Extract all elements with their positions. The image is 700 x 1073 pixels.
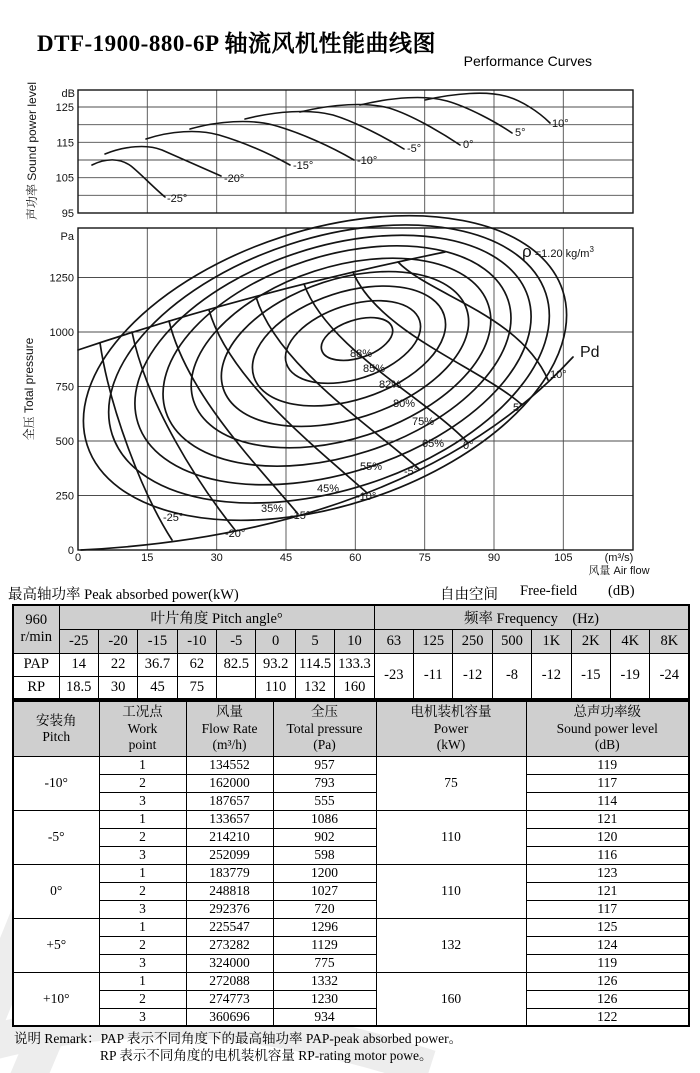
free-field-label-cn: 自由空间 — [440, 587, 498, 603]
sound-curve — [92, 160, 165, 197]
pap-value-cell: 82.5 — [217, 653, 256, 676]
pitch-curve-label: -25° — [163, 512, 184, 524]
rp-value-cell: 30 — [98, 676, 137, 699]
header-line: 电机装机容量 — [410, 704, 492, 720]
performance-table — [12, 700, 690, 1027]
freq-correction-cell: -12 — [453, 653, 492, 699]
header-line: 全压 — [311, 704, 338, 720]
flow-cell: 252099 — [186, 846, 273, 864]
pap-value-cell: 14 — [59, 653, 98, 676]
flow-cell: 187657 — [186, 792, 273, 810]
row-label-cell: RP — [13, 676, 59, 699]
flow-cell: 324000 — [186, 954, 273, 972]
sound-cell: 120 — [526, 828, 689, 846]
pitch-angle-cell: 5 — [295, 629, 334, 653]
sound-cell: 117 — [526, 900, 689, 918]
efficiency-label: 80% — [393, 398, 416, 410]
power-noise-table — [12, 604, 690, 700]
workpoint-cell: 3 — [99, 1008, 186, 1026]
pitch-angle-cell: 10 — [335, 629, 374, 653]
sound-cell: 122 — [526, 1008, 689, 1026]
sound-curve-label: -25° — [167, 193, 188, 205]
table-row — [13, 810, 689, 828]
y-axis-title: 声功率 Sound power level — [25, 81, 39, 221]
pressure-cell: 1332 — [273, 972, 376, 990]
flow-cell: 292376 — [186, 900, 273, 918]
pressure-chart — [21, 159, 650, 577]
pap-value-cell: 36.7 — [138, 653, 177, 676]
sound-cell: 124 — [526, 936, 689, 954]
pressure-cell: 902 — [273, 828, 376, 846]
pap-value-cell: 114.5 — [295, 653, 334, 676]
efficiency-label: 65% — [422, 438, 445, 450]
efficiency-label: 85% — [363, 363, 386, 375]
rp-value-cell: 160 — [335, 676, 374, 699]
flow-cell: 248818 — [186, 882, 273, 900]
remark-line-2: RP 表示不同角度的电机装机容量 RP-rating motor powe。 — [100, 1047, 433, 1063]
table-row — [13, 900, 689, 918]
pressure-cell: 555 — [273, 792, 376, 810]
sound-curve-label: -5° — [407, 143, 422, 155]
power-cell: 110 — [376, 864, 526, 918]
efficiency-contour — [135, 205, 539, 506]
pressure-cell: 1296 — [273, 918, 376, 936]
pressure-cell: 1230 — [273, 990, 376, 1008]
table-row — [13, 629, 689, 653]
sound-curve-label: 0° — [463, 139, 474, 151]
y-tick-label: 250 — [55, 490, 74, 503]
pd-label: Pd — [580, 344, 600, 361]
freq-band-cell: 1K — [532, 629, 571, 653]
efficiency-label: 88% — [350, 348, 373, 360]
y-tick-label: 105 — [55, 172, 74, 185]
efficiency-label: 35% — [261, 503, 284, 515]
pitch-cell: -5° — [13, 810, 99, 864]
pitch-cell: +5° — [13, 918, 99, 972]
column-header — [99, 701, 186, 756]
table-row — [13, 846, 689, 864]
header-line: 风量 — [216, 704, 243, 720]
sound-curve — [245, 112, 404, 149]
pressure-cell: 775 — [273, 954, 376, 972]
flow-cell: 225547 — [186, 918, 273, 936]
column-header — [13, 701, 99, 756]
efficiency-label: 55% — [360, 461, 383, 473]
header-line: Pitch — [42, 728, 71, 744]
rp-value-cell: 132 — [295, 676, 334, 699]
pap-value-cell: 133.3 — [335, 653, 374, 676]
y-tick-label: 750 — [55, 381, 74, 394]
free-field-unit-label: (dB) — [608, 583, 635, 599]
page-title: DTF-1900-880-6P 轴流风机性能曲线图 — [37, 31, 437, 57]
pitch-angle-cell: -20 — [98, 629, 137, 653]
flow-cell: 183779 — [186, 864, 273, 882]
pitch-angle-header: 叶片角度 Pitch angle° — [59, 605, 374, 629]
density-annotation — [522, 242, 594, 261]
pitch-curve — [209, 310, 366, 492]
x-tick-label: 15 — [141, 552, 154, 564]
workpoint-cell: 3 — [99, 954, 186, 972]
freq-correction-cell: -12 — [532, 653, 571, 699]
efficiency-contour — [45, 159, 606, 576]
table-head — [13, 701, 689, 756]
table-row — [13, 756, 689, 774]
rp-value-cell: 45 — [138, 676, 177, 699]
pressure-cell: 720 — [273, 900, 376, 918]
x-tick-label: 75 — [418, 552, 431, 564]
freq-band-cell: 2K — [571, 629, 610, 653]
workpoint-cell: 3 — [99, 900, 186, 918]
speed-value: 960 — [25, 612, 48, 629]
x-tick-label: 30 — [210, 552, 223, 564]
freq-band-cell: 63 — [374, 629, 413, 653]
sound-cell: 114 — [526, 792, 689, 810]
sound-cell: 117 — [526, 774, 689, 792]
y-tick-label: 0 — [67, 545, 74, 557]
freq-band-cell: 4K — [610, 629, 649, 653]
x-unit-label: (m³/s) — [604, 552, 634, 564]
x-tick-label: 90 — [487, 552, 501, 564]
freq-band-cell: 8K — [650, 629, 689, 653]
pitch-curve-label: -10° — [356, 491, 377, 503]
sound-curve-label: -10° — [357, 155, 378, 167]
pitch-angle-cell: -5 — [217, 629, 256, 653]
column-header — [186, 701, 273, 756]
pitch-curve-label: -15° — [290, 510, 311, 522]
table-row — [13, 936, 689, 954]
freq-correction-cell: -8 — [492, 653, 531, 699]
pap-value-cell: 93.2 — [256, 653, 295, 676]
power-cell: 132 — [376, 918, 526, 972]
header-line: 工况点 — [122, 704, 163, 720]
y-tick-label: 500 — [55, 436, 74, 448]
table-body — [13, 756, 689, 1026]
sound-cell: 119 — [526, 954, 689, 972]
efficiency-contour — [275, 285, 431, 399]
freq-correction-cell: -11 — [414, 653, 453, 699]
x-tick-label: 60 — [349, 552, 362, 564]
header-line: Flow Rate — [201, 720, 258, 736]
x-axis-title: 风量 Air flow — [588, 565, 650, 577]
flow-cell: 134552 — [186, 756, 273, 774]
header-line: point — [128, 736, 157, 752]
rp-value-cell: 110 — [256, 676, 295, 699]
efficiency-contour — [73, 174, 585, 555]
power-cell: 110 — [376, 810, 526, 864]
pitch-angle-cell: -15 — [138, 629, 177, 653]
y-tick-label: 95 — [61, 208, 74, 220]
table-body — [13, 605, 689, 699]
sound-chart — [24, 82, 633, 220]
sound-cell: 123 — [526, 864, 689, 882]
power-cell: 75 — [376, 756, 526, 810]
y-tick-label: 115 — [56, 137, 74, 150]
power-cell: 160 — [376, 972, 526, 1026]
workpoint-cell: 1 — [99, 918, 186, 936]
sound-curve-label: -20° — [224, 173, 245, 185]
pap-value-cell: 62 — [177, 653, 216, 676]
y-axis-title: 全压 Total pressure — [22, 337, 36, 441]
pitch-curve-label: 0° — [463, 440, 474, 452]
remark — [14, 1031, 462, 1065]
header-line: (Pa) — [313, 736, 336, 752]
x-tick-label: 0 — [74, 552, 82, 564]
workpoint-cell: 1 — [99, 972, 186, 990]
pitch-curve-label: -5° — [404, 466, 419, 478]
peak-power-label: 最高轴功率 Peak absorbed power(kW) — [8, 587, 239, 603]
pitch-curve-label: 10° — [550, 369, 567, 381]
frequency-header: 频率 Frequency (Hz) — [374, 605, 689, 629]
rho-symbol: ρ — [522, 242, 532, 261]
flow-cell: 274773 — [186, 990, 273, 1008]
table-row — [13, 774, 689, 792]
header-line: 总声功率级 — [573, 704, 641, 720]
header-line: 安装角 — [36, 712, 77, 728]
table-row — [13, 653, 689, 676]
flow-cell: 273282 — [186, 936, 273, 954]
pitch-curve — [304, 284, 467, 442]
pitch-cell: +10° — [13, 972, 99, 1026]
workpoint-cell: 3 — [99, 792, 186, 810]
workpoint-cell: 2 — [99, 990, 186, 1008]
sound-curve-label: -15° — [293, 160, 314, 172]
freq-correction-cell: -23 — [374, 653, 413, 699]
sound-cell: 126 — [526, 990, 689, 1008]
rp-value-cell — [217, 676, 256, 699]
table-row — [13, 828, 689, 846]
workpoint-cell: 1 — [99, 756, 186, 774]
pressure-cell: 1200 — [273, 864, 376, 882]
table-row — [13, 1008, 689, 1026]
section-labels — [0, 583, 700, 603]
y-unit-label: dB — [61, 88, 75, 100]
sound-curve — [360, 98, 512, 133]
workpoint-cell: 1 — [99, 810, 186, 828]
speed-cell — [13, 605, 59, 653]
pitch-angle-cell: -25 — [59, 629, 98, 653]
freq-band-cell: 500 — [492, 629, 531, 653]
y-tick-label: 125 — [55, 102, 74, 114]
pressure-cell: 1086 — [273, 810, 376, 828]
freq-band-cell: 125 — [414, 629, 453, 653]
workpoint-cell: 2 — [99, 936, 186, 954]
flow-cell: 162000 — [186, 774, 273, 792]
workpoint-cell: 2 — [99, 774, 186, 792]
table-row — [13, 792, 689, 810]
sound-cell: 121 — [526, 882, 689, 900]
pressure-cell: 934 — [273, 1008, 376, 1026]
pitch-cell: -10° — [13, 756, 99, 810]
freq-band-cell: 250 — [453, 629, 492, 653]
efficiency-label: 82% — [379, 379, 402, 391]
column-header — [526, 701, 689, 756]
header-line: Total pressure — [286, 720, 363, 736]
density-value: =1.20 kg/m — [531, 248, 590, 260]
efficiency-label: 45% — [317, 483, 340, 495]
pressure-cell: 1129 — [273, 936, 376, 954]
header-line: (m³/h) — [212, 736, 247, 752]
sound-cell: 119 — [526, 756, 689, 774]
pressure-cell: 957 — [273, 756, 376, 774]
header-line: Power — [433, 720, 469, 736]
pressure-cell: 1027 — [273, 882, 376, 900]
sound-curve-label: 10° — [552, 118, 569, 130]
density-exponent: 3 — [589, 245, 594, 254]
sound-curve-label: 5° — [515, 127, 526, 139]
rp-value-cell: 75 — [177, 676, 216, 699]
header-line: (kW) — [436, 736, 466, 752]
workpoint-cell: 2 — [99, 882, 186, 900]
column-header — [376, 701, 526, 756]
x-tick-label: 45 — [279, 552, 293, 564]
freq-correction-cell: -15 — [571, 653, 610, 699]
table-row — [13, 864, 689, 882]
pitch-curve-label: 5° — [513, 402, 524, 414]
table-row — [13, 605, 689, 629]
remark-line-1: 说明 Remark：PAP 表示不同角度下的最高轴功率 PAP-peak absorbed power。 — [14, 1031, 463, 1046]
header-line: Sound power level — [556, 720, 658, 736]
pressure-cell: 598 — [273, 846, 376, 864]
pitch-angle-cell: -10 — [177, 629, 216, 653]
table-row — [13, 972, 689, 990]
sound-cell: 126 — [526, 972, 689, 990]
pitch-curve-label: -20° — [225, 528, 246, 540]
sound-cell: 125 — [526, 918, 689, 936]
table-row — [13, 954, 689, 972]
pitch-angle-cell: 0 — [256, 629, 295, 653]
table-row — [13, 918, 689, 936]
workpoint-cell: 2 — [99, 828, 186, 846]
speed-unit: r/min — [20, 629, 52, 646]
pap-value-cell: 22 — [98, 653, 137, 676]
sound-cell: 116 — [526, 846, 689, 864]
pitch-curve — [100, 343, 172, 540]
freq-correction-cell: -24 — [650, 653, 689, 699]
row-label-cell: PAP — [13, 653, 59, 676]
sound-curve — [190, 122, 354, 160]
performance-curves-label: Performance Curves — [463, 53, 592, 69]
flow-cell: 214210 — [186, 828, 273, 846]
table-row — [13, 990, 689, 1008]
y-tick-label: 1000 — [49, 327, 74, 339]
flow-cell: 272088 — [186, 972, 273, 990]
column-header — [273, 701, 376, 756]
pressure-cell: 793 — [273, 774, 376, 792]
free-field-label-en: Free-field — [520, 583, 578, 599]
workpoint-cell: 3 — [99, 846, 186, 864]
header-line: (dB) — [594, 736, 620, 752]
freq-correction-cell: -19 — [610, 653, 649, 699]
workpoint-cell: 1 — [99, 864, 186, 882]
x-tick-label: 105 — [554, 552, 573, 564]
table-row — [13, 882, 689, 900]
header-line: Work — [127, 720, 158, 736]
efficiency-label: 75% — [412, 416, 435, 428]
table-row — [13, 701, 689, 756]
flow-cell: 360696 — [186, 1008, 273, 1026]
y-unit-label: Pa — [60, 231, 74, 243]
sound-cell: 121 — [526, 810, 689, 828]
flow-cell: 133657 — [186, 810, 273, 828]
y-tick-label: 1250 — [49, 272, 74, 285]
rp-value-cell: 18.5 — [59, 676, 98, 699]
pitch-cell: 0° — [13, 864, 99, 918]
